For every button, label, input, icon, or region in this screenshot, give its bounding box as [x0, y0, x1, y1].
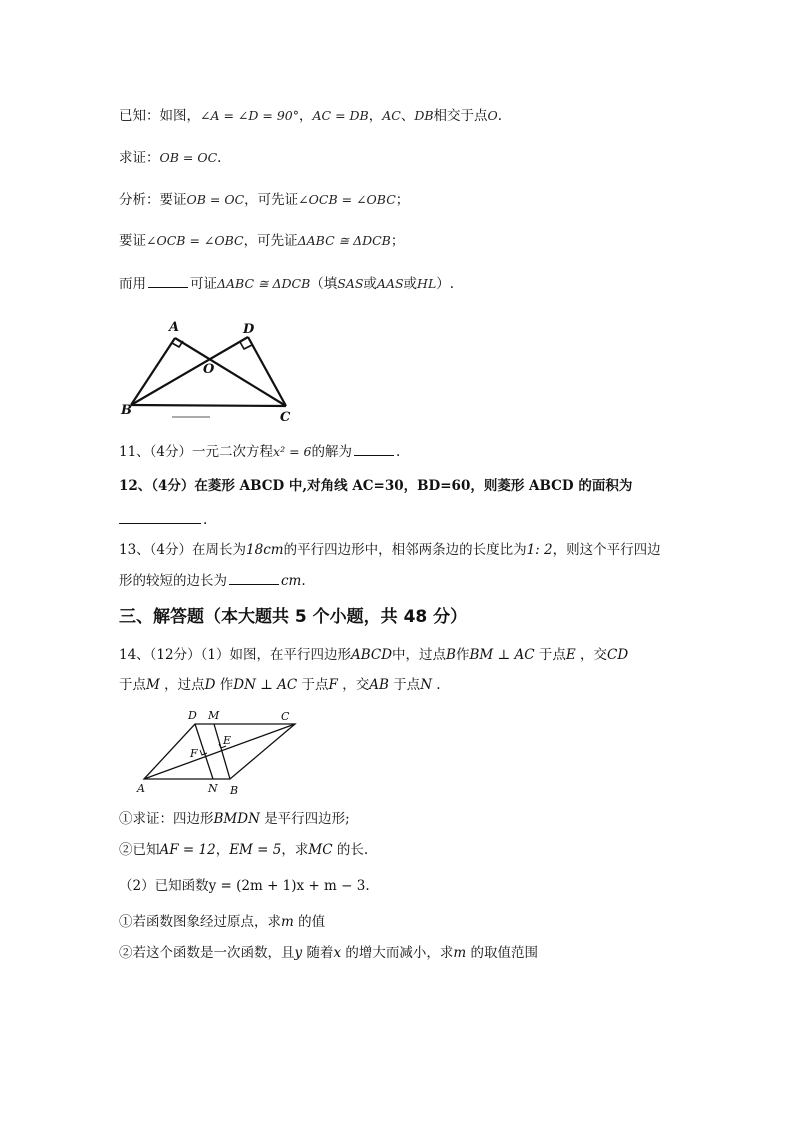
figure-parallelogram	[134, 706, 304, 801]
math-expr: ∠OCB = ∠OBC	[146, 233, 244, 248]
prove-statement: OB = OC	[159, 150, 218, 165]
punct: 、	[400, 108, 415, 124]
question-12	[119, 476, 632, 496]
math-expr: OB = OC	[186, 192, 245, 207]
math-expr: BMDN	[213, 811, 260, 827]
punct: .	[365, 878, 370, 894]
label-c: C	[280, 410, 291, 425]
punct: .	[217, 150, 222, 166]
analysis-line-2	[119, 231, 404, 251]
q11-answer-blank[interactable]	[354, 441, 394, 456]
math-expr: ABCD	[350, 647, 393, 663]
segment-ac: AC	[382, 108, 401, 123]
math-expr: AF = 12	[159, 842, 216, 858]
given-text: 相交于点	[433, 108, 488, 124]
label-c: C	[281, 710, 290, 723]
figure-triangles	[112, 316, 302, 426]
angle-condition: ∠A = ∠D = 90°	[200, 108, 299, 123]
math-expr: D	[204, 677, 216, 693]
q12-text: 12、（4分）在菱形 ABCD 中,对角线 AC=30，BD=60，则菱形 ABCD 的面积为	[119, 478, 633, 494]
analysis-text: 或	[363, 276, 377, 292]
math-expr: F	[328, 677, 338, 693]
question-14-line-2	[119, 675, 441, 695]
punct: ；	[395, 192, 410, 208]
analysis-text: 分析：要证	[119, 192, 187, 208]
q14-text: 作	[455, 647, 470, 663]
question-12-answer	[119, 509, 207, 530]
question-14-part2-1	[119, 912, 325, 932]
punct: ，	[368, 108, 383, 124]
analysis-text: 可证	[190, 276, 217, 292]
math-expr: M	[146, 677, 160, 693]
q14-text: 的取值范围	[470, 945, 538, 961]
answer-blank[interactable]	[148, 273, 188, 288]
q14-text: 的值	[298, 914, 326, 930]
segment-bm	[214, 724, 230, 779]
point-o: O	[487, 108, 498, 123]
q14-text: ②已知	[119, 842, 160, 858]
q14-text: 于点	[301, 677, 329, 693]
math-expr: B	[446, 647, 456, 663]
prove-label: 求证：	[119, 150, 160, 166]
segment-db: DB	[414, 108, 434, 123]
question-14-part2-2	[119, 943, 538, 963]
q14-text: 的长.	[336, 842, 369, 858]
math-expr: CD	[607, 647, 629, 663]
q11-text: 11、（4分）一元二次方程	[119, 444, 274, 460]
math-expr: MC	[308, 842, 333, 858]
side-bc	[131, 405, 286, 406]
given-line	[119, 106, 502, 126]
q14-text: ，过点	[164, 677, 205, 693]
q13-text: ，则这个平行四边	[552, 542, 661, 558]
label-a: A	[137, 782, 145, 795]
punct: .	[436, 677, 441, 693]
punct: ，	[299, 108, 313, 124]
punct: ，	[215, 842, 230, 858]
math-expr: EM = 5	[229, 842, 282, 858]
option-aas: AAS	[376, 276, 404, 291]
option-sas: SAS	[337, 276, 364, 291]
question-14-part2	[119, 876, 370, 896]
q14-text: 于点	[393, 677, 421, 693]
punct: ；	[390, 233, 405, 249]
question-11	[119, 441, 400, 462]
label-o: O	[203, 362, 215, 377]
q14-text: 于点	[119, 677, 146, 693]
q12-answer-blank[interactable]	[119, 509, 201, 524]
segment-equality: AC = DB	[312, 108, 369, 123]
punct: .	[395, 444, 401, 460]
math-expr: BM ⊥ AC	[469, 647, 535, 663]
question-14-line-1	[119, 645, 628, 665]
analysis-line-1	[119, 190, 409, 210]
q14-text: 中，过点	[392, 647, 447, 663]
punct: ）.	[436, 276, 455, 292]
given-text: 已知：如图，	[119, 108, 200, 124]
section-3-heading: 三、解答题（本大题共 5 个小题，共 48 分）	[119, 607, 468, 627]
q14-text: ①若函数图象经过原点，求	[119, 914, 281, 930]
math-expr: ∠OCB = ∠OBC	[298, 192, 396, 207]
analysis-text: （填	[310, 276, 338, 292]
q14-text: （2）已知函数	[119, 878, 209, 894]
diagonal-ac	[144, 724, 295, 779]
q14-text: 是平行四边形;	[264, 811, 350, 827]
q13-text: 13、（4分）在周长为	[119, 542, 247, 558]
math-expr: x	[333, 945, 342, 961]
q14-text: ，交	[342, 677, 370, 693]
q13-text: 的平行四边形中，相邻两条边的长度比为	[283, 542, 527, 558]
q13-text: 形的较短的边长为	[119, 573, 227, 589]
label-n: N	[208, 782, 218, 795]
analysis-text: ，可先证	[243, 233, 298, 249]
q14-text: ②若这个函数是一次函数，且	[119, 945, 295, 961]
q14-text: 的增大而减小，求	[345, 945, 454, 961]
label-a: A	[169, 320, 180, 335]
math-expr: AB	[369, 677, 389, 693]
math-expr: ΔABC ≅ ΔDCB	[297, 233, 391, 248]
q14-text: ①求证：四边形	[119, 811, 214, 827]
function-expr: y = (2m + 1)x + m − 3	[208, 878, 366, 894]
q13-unit: cm	[281, 573, 302, 589]
q14-text: 随着	[306, 945, 334, 961]
q13-perimeter: 18cm	[246, 542, 284, 558]
analysis-text: 而用	[119, 276, 146, 292]
side-ba	[131, 338, 175, 405]
segment-dn	[195, 724, 213, 779]
prove-line	[119, 148, 221, 168]
analysis-text: 要证	[119, 233, 146, 249]
label-b: B	[230, 784, 239, 797]
math-expr: m	[281, 914, 294, 930]
q14-text: ，求	[281, 842, 309, 858]
math-expr: y	[294, 945, 303, 961]
label-d: D	[243, 322, 255, 337]
question-14-part1-2	[119, 840, 368, 860]
q13-ratio: 1: 2	[526, 542, 553, 558]
question-14-part1-1	[119, 809, 350, 829]
label-f: F	[190, 747, 198, 760]
math-expr: E	[565, 647, 576, 663]
q14-text: 14、（12分）（1）如图，在平行四边形	[119, 647, 351, 663]
question-13-line-2	[119, 570, 306, 591]
math-expr: m	[453, 945, 467, 961]
label-d: D	[188, 709, 197, 722]
punct: .	[301, 573, 306, 589]
label-m: M	[208, 709, 220, 722]
option-hl: HL	[417, 276, 437, 291]
q14-text: ，交	[580, 647, 608, 663]
punct: .	[497, 108, 503, 124]
math-expr: N	[420, 677, 432, 693]
label-b: B	[121, 403, 132, 418]
q11-text: 的解为	[311, 444, 352, 460]
question-13-line-1	[119, 540, 661, 560]
math-expr: ΔABC ≅ ΔDCB	[217, 276, 311, 291]
q14-text: 于点	[538, 647, 566, 663]
analysis-text: ，可先证	[244, 192, 299, 208]
punct: .	[203, 512, 208, 528]
q11-equation: x² = 6	[273, 444, 312, 459]
math-expr: DN ⊥ AC	[233, 677, 298, 693]
analysis-text: 或	[403, 276, 418, 292]
analysis-line-3	[119, 273, 454, 294]
label-e: E	[223, 734, 232, 747]
q13-answer-blank[interactable]	[229, 570, 279, 585]
q14-text: 作	[219, 677, 234, 693]
